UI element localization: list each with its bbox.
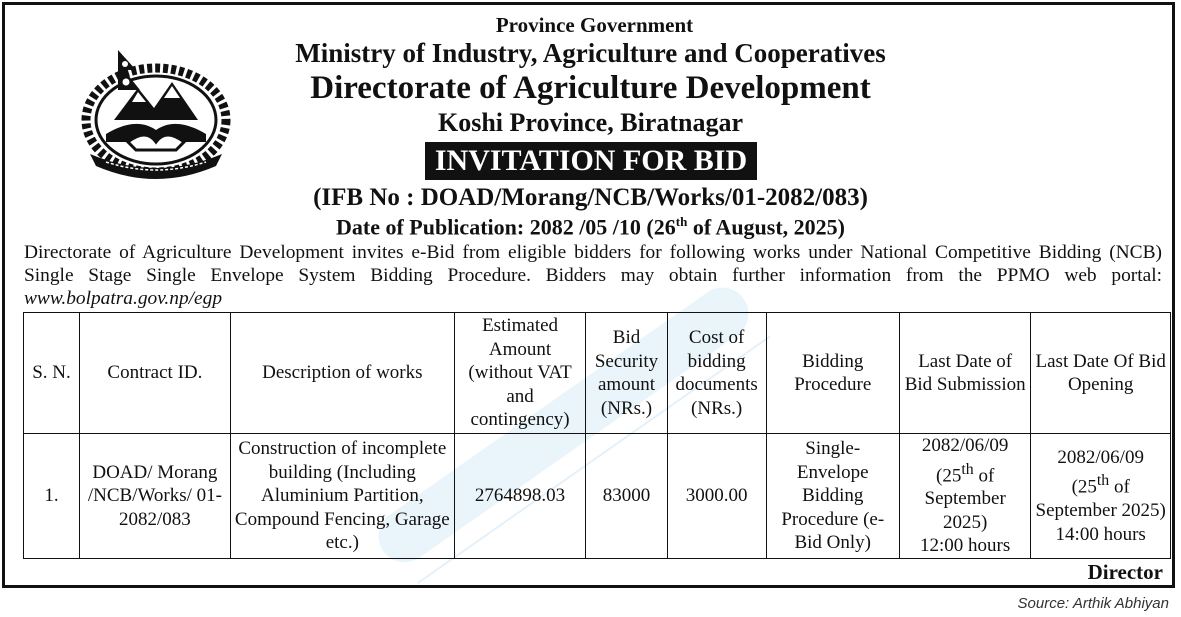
submission-day-suffix: th: [961, 460, 974, 478]
submission-time: 12:00 hours: [920, 535, 1011, 557]
intro-paragraph: [24, 241, 1162, 287]
cell-estimated-amount: 2764898.03: [454, 434, 585, 559]
cell-contract-id: DOAD/ Morang /NCB/Works/ 01-2082/083: [80, 434, 231, 559]
cell-last-opening: [1031, 434, 1171, 559]
opening-day-prefix: (25: [1071, 476, 1097, 498]
header-description: Description of works: [230, 313, 454, 434]
submission-day-prefix: (25: [936, 464, 962, 486]
directorate-heading: Directorate of Agriculture Development: [310, 70, 871, 106]
table-header-row: [24, 313, 1171, 434]
portal-link[interactable]: www.bolpatra.gov.np/egp: [24, 288, 223, 309]
opening-day-rest: of: [1109, 476, 1130, 498]
cell-procedure: Single-Envelope Bidding Procedure (e-Bid Only): [766, 434, 899, 559]
source-note: Source: Arthik Abhiyan: [1017, 595, 1169, 612]
opening-month-year: September 2025): [1035, 500, 1166, 522]
header-last-submission: Last Date of Bid Submission: [899, 313, 1030, 434]
header-estimated-amount: Estimated Amount (without VAT and contingency): [454, 313, 585, 434]
signatory: Director: [1087, 560, 1163, 584]
opening-date: 2082/06/09: [1057, 446, 1144, 468]
header-procedure: Bidding Procedure: [766, 313, 899, 434]
table-row: [24, 434, 1171, 559]
opening-day-suffix: th: [1096, 472, 1110, 490]
cell-last-submission: [899, 434, 1030, 559]
submission-date: 2082/06/09: [921, 435, 1009, 456]
header-last-opening: Last Date Of Bid Opening: [1031, 313, 1171, 434]
location-heading: Koshi Province, Biratnagar: [437, 108, 743, 137]
header-cost-docs: Cost of bidding documents (NRs.): [667, 313, 766, 434]
submission-month-year: September 2025): [924, 488, 1006, 533]
ifb-number: (IFB No : DOAD/Morang/NCB/Works/01-2082/083): [313, 184, 868, 211]
intro-line-2: Single Stage Single Envelope System Bidding Procedure. Bidders may obtain further information from the PPMO web portal:: [24, 265, 1162, 286]
intro-line-1: Directorate of Agriculture Development invites e-Bid from eligible bidders for following works under National Competitive Bidding (NCB): [24, 242, 1162, 263]
ministry-heading: Ministry of Industry, Agriculture and Cooperatives: [295, 38, 886, 68]
cell-description: Construction of incomplete building (Including Aluminium Partition, Compound Fencing, Garage etc.): [230, 434, 454, 559]
header-contract-id: Contract ID.: [80, 313, 231, 434]
cell-cost-docs: 3000.00: [667, 434, 766, 559]
submission-day-rest: of: [973, 464, 995, 486]
header-bid-security: Bid Security amount (NRs.): [586, 313, 667, 434]
publication-date: [0, 214, 1181, 240]
cell-sn: 1.: [24, 434, 80, 559]
publication-date-rest: of August, 2025): [687, 214, 845, 240]
opening-time: 14:00 hours: [1055, 523, 1146, 545]
bid-table: [23, 312, 1171, 559]
cell-bid-security: 83000: [586, 434, 667, 559]
publication-date-suffix: th: [675, 214, 688, 229]
notice-title: INVITATION FOR BID: [425, 142, 757, 180]
header-sn: S. N.: [24, 313, 80, 434]
publication-date-prefix: Date of Publication: 2082 /05 /10 (26: [335, 214, 676, 240]
government-heading: Province Government: [495, 13, 694, 37]
